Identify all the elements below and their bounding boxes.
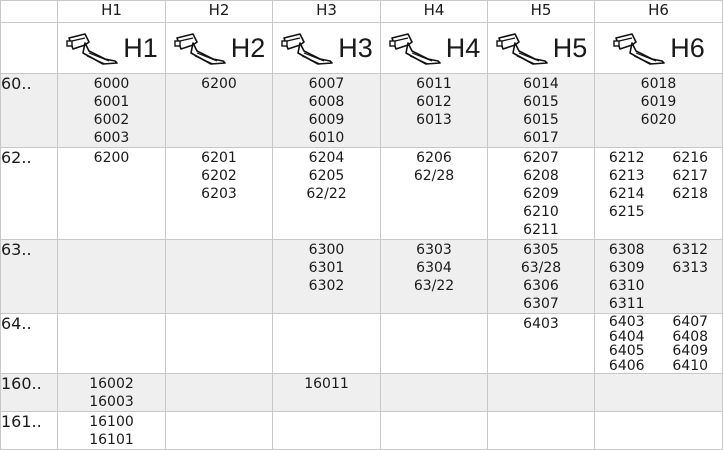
part-number: 6403	[608, 314, 645, 330]
table-row	[1, 412, 723, 450]
part-cell	[595, 412, 723, 450]
part-cell	[273, 314, 381, 374]
part-column-right	[659, 315, 723, 373]
part-number: 6020	[640, 112, 677, 128]
part-number: 6312	[672, 242, 709, 258]
part-number: 6410	[672, 357, 709, 374]
part-cell	[381, 148, 488, 240]
part-cell	[595, 148, 723, 240]
presser-foot-icon	[173, 29, 227, 67]
part-number: 6007	[308, 76, 345, 92]
part-number: 6203	[201, 186, 237, 202]
part-number: 62/22	[306, 186, 347, 202]
icon-cell	[273, 23, 381, 74]
part-number: 6302	[308, 278, 345, 294]
presser-foot-icon	[280, 29, 334, 67]
row-label: 60..	[1, 74, 58, 148]
part-number: 6207	[523, 150, 559, 166]
part-number: 6017	[523, 130, 559, 146]
icon-cell	[381, 23, 488, 74]
part-number: 6313	[672, 260, 709, 276]
part-number: 6213	[608, 168, 645, 184]
presser-foot-icon	[495, 29, 549, 67]
part-number: 63/22	[413, 278, 455, 294]
row-label: 161..	[1, 412, 58, 450]
part-cell	[273, 374, 381, 412]
column-header: H3	[273, 1, 381, 23]
table-row	[1, 148, 723, 240]
part-cell	[273, 148, 381, 240]
part-number: 6214	[608, 186, 645, 202]
presser-foot-icon	[65, 29, 119, 67]
part-number: 6409	[672, 343, 709, 359]
part-number: 6015	[523, 112, 559, 128]
part-cell	[166, 148, 273, 240]
part-number: 6310	[608, 278, 645, 294]
column-header: H1	[58, 1, 166, 23]
part-number: 16011	[304, 376, 349, 392]
corner-cell	[1, 1, 58, 23]
part-number: 6304	[416, 260, 452, 276]
row-label: 64..	[1, 314, 58, 374]
column-header-row	[1, 1, 723, 23]
part-number: 6008	[308, 94, 345, 110]
table-row	[1, 74, 723, 148]
part-cell	[595, 240, 723, 314]
part-cell	[273, 412, 381, 450]
part-cell	[381, 374, 488, 412]
table-row	[1, 374, 723, 412]
row-label: 62..	[1, 148, 58, 240]
icon-label: H5	[552, 32, 588, 63]
icon-cell	[166, 23, 273, 74]
part-number: 16002	[89, 376, 134, 392]
part-number: 6211	[523, 222, 559, 238]
part-cell	[488, 74, 595, 148]
part-number: 6003	[93, 130, 130, 146]
part-column-left	[595, 241, 659, 313]
icon-row-corner	[1, 23, 58, 74]
part-cell	[166, 240, 273, 314]
table-row	[1, 314, 723, 374]
part-number: 6306	[523, 278, 559, 294]
part-number: 6010	[308, 130, 345, 146]
part-cell	[58, 412, 166, 450]
part-column-right	[659, 241, 723, 313]
part-cell	[381, 314, 488, 374]
icon-label: H1	[123, 32, 158, 63]
part-cell	[595, 374, 723, 412]
part-number: 6019	[640, 94, 677, 110]
part-number: 6212	[608, 150, 645, 166]
part-cell	[488, 374, 595, 412]
part-number: 6311	[608, 296, 645, 312]
part-cell	[595, 74, 723, 148]
part-number: 6300	[308, 242, 345, 258]
part-cell	[58, 240, 166, 314]
icon-label: H4	[445, 32, 481, 63]
part-number: 6407	[672, 314, 709, 330]
part-cell	[273, 74, 381, 148]
part-number: 6305	[523, 242, 559, 258]
part-number: 6216	[672, 150, 709, 166]
part-number: 6215	[608, 204, 645, 220]
part-number: 6013	[416, 112, 452, 128]
part-number: 6301	[308, 260, 345, 276]
part-cell	[273, 240, 381, 314]
part-cell	[166, 74, 273, 148]
part-cell	[595, 314, 723, 374]
part-number: 6015	[523, 94, 559, 110]
part-number: 6210	[523, 204, 559, 220]
icon-cell	[595, 23, 723, 74]
part-cell	[488, 148, 595, 240]
part-number: 6202	[201, 168, 237, 184]
part-number: 16003	[89, 394, 134, 410]
part-number: 6208	[523, 168, 559, 184]
part-number: 6000	[93, 76, 130, 92]
column-header: H5	[488, 1, 595, 23]
part-column-left	[595, 149, 659, 221]
part-number: 6303	[416, 242, 452, 258]
part-cell	[381, 74, 488, 148]
part-number: 6218	[672, 186, 709, 202]
part-column-right	[659, 149, 723, 221]
icon-label: H3	[338, 32, 373, 63]
part-cell	[58, 148, 166, 240]
part-number: 62/28	[413, 168, 455, 184]
part-cell	[166, 412, 273, 450]
part-cell	[488, 240, 595, 314]
part-cell	[381, 412, 488, 450]
part-number: 6002	[93, 112, 130, 128]
icon-cell	[58, 23, 166, 74]
part-number: 6308	[608, 242, 645, 258]
part-cell	[488, 314, 595, 374]
part-number: 16100	[89, 414, 134, 430]
part-number: 6406	[608, 357, 645, 374]
part-number: 6001	[93, 94, 130, 110]
icon-label: H6	[670, 32, 705, 63]
part-number: 6309	[608, 260, 645, 276]
part-number: 6404	[608, 328, 645, 345]
part-cell	[166, 374, 273, 412]
table-row	[1, 240, 723, 314]
part-number: 6014	[523, 76, 559, 92]
row-label: 63..	[1, 240, 58, 314]
part-number: 63/28	[520, 260, 562, 276]
part-number: 6011	[416, 76, 452, 92]
part-number: 6217	[672, 168, 709, 184]
part-number: 6405	[608, 343, 645, 359]
table-body	[1, 74, 723, 450]
presser-foot-icon	[612, 29, 666, 67]
part-number: 6209	[523, 186, 559, 202]
part-number: 6012	[416, 94, 452, 110]
part-cell	[58, 74, 166, 148]
part-cell	[166, 314, 273, 374]
part-number: 6307	[523, 296, 559, 312]
icon-label: H2	[230, 32, 266, 63]
presser-foot-icon	[388, 29, 442, 67]
part-cell	[58, 314, 166, 374]
column-header: H6	[595, 1, 723, 23]
part-number: 6018	[640, 76, 677, 92]
icon-row	[1, 23, 723, 74]
part-cell	[488, 412, 595, 450]
column-header: H4	[381, 1, 488, 23]
column-header: H2	[166, 1, 273, 23]
row-label: 160..	[1, 374, 58, 412]
part-number: 16101	[89, 432, 134, 448]
part-number: 6403	[523, 316, 559, 332]
part-number: 6205	[308, 168, 345, 184]
part-number: 6200	[93, 150, 130, 166]
part-cell	[58, 374, 166, 412]
part-number: 6200	[201, 76, 237, 92]
part-cell	[381, 240, 488, 314]
part-number: 6204	[308, 150, 345, 166]
part-column-left	[595, 315, 659, 373]
icon-cell	[488, 23, 595, 74]
part-number: 6206	[416, 150, 452, 166]
part-number: 6408	[672, 328, 709, 345]
part-number: 6009	[308, 112, 345, 128]
part-number: 6201	[201, 150, 237, 166]
